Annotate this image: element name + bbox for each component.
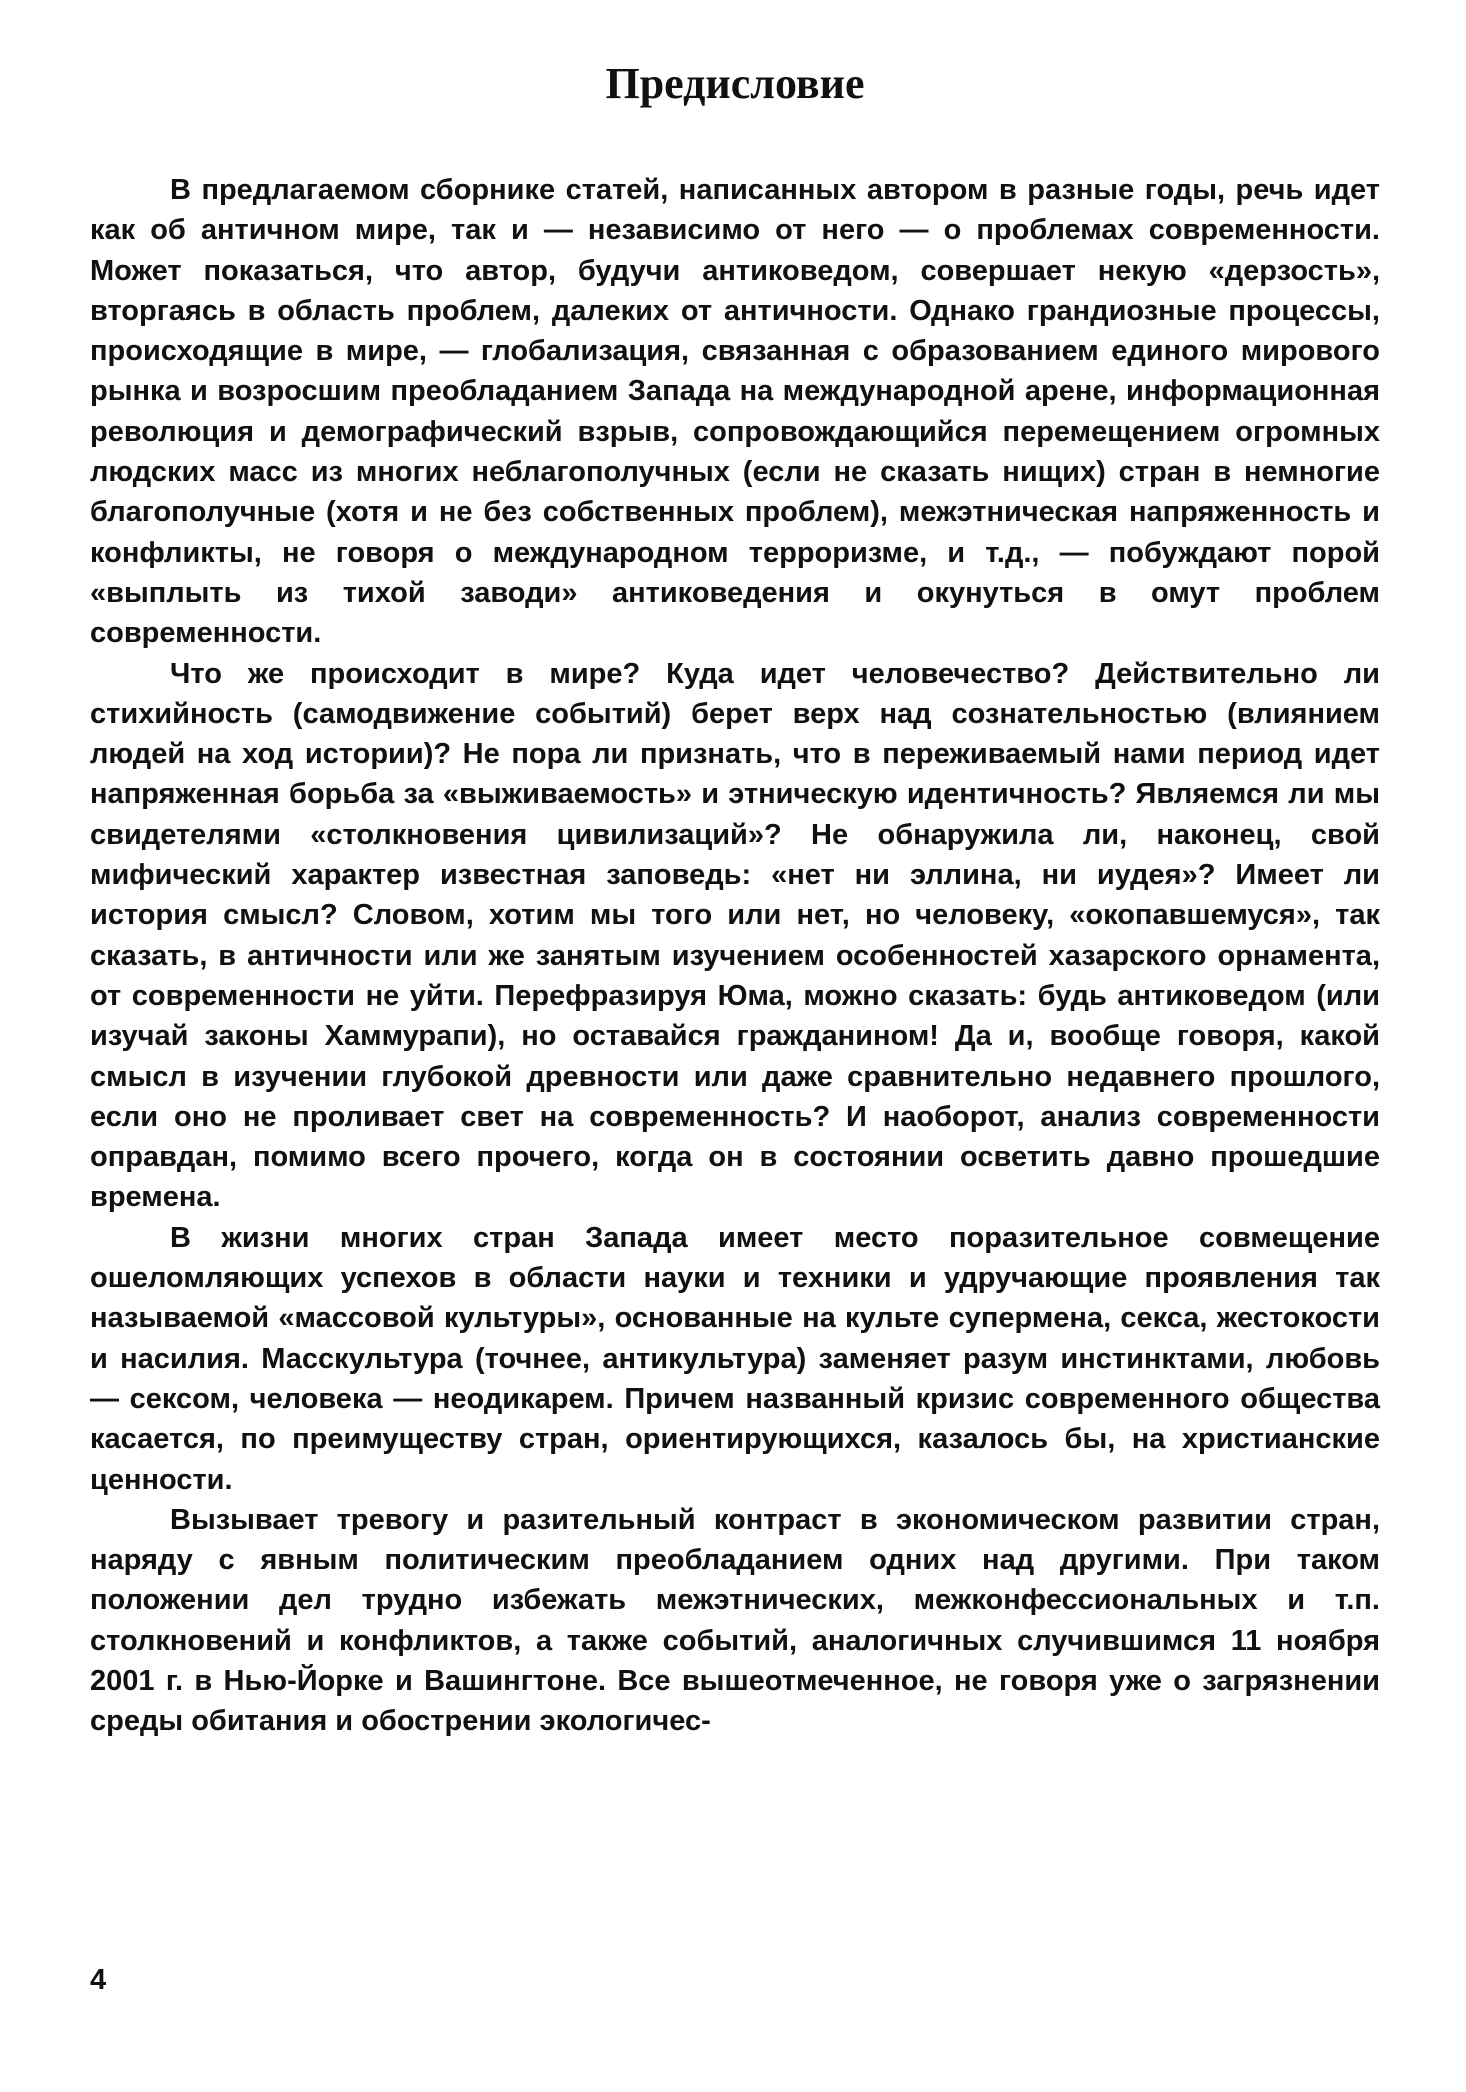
- body-text: [90, 170, 1380, 1742]
- paragraph-1: В предлагаемом сборнике статей, написанных автором в разные годы, речь идет как об античном мире, так и — независимо от него — о проблемах современности. Может показаться, что автор, будучи антиковедом, совершает некую «дерзость», вторгаясь в область проблем, далеких от античности. Однако грандиозные процессы, происходящие в мире, — глобализация, связанная с образованием единого мирового рынка и возросшим преобладанием Запада на международной арене, информационная революция и демографический взрыв, сопровождающийся перемещением огромных людских масс из многих неблагополучных (если не сказать нищих) стран в немногие благополучные (хотя и не без собственных проблем), межэтническая напряженность и конфликты, не говоря о международном терроризме, и т.д., — побуждают порой «выплыть из тихой заводи» антиковедения и окунуться в омут проблем современности.: [90, 174, 1380, 650]
- paragraph-2: Что же происходит в мире? Куда идет человечество? Действительно ли стихийность (самодвижение событий) берет верх над сознательностью (влиянием людей на ход истории)? Не пора ли признать, что в переживаемый нами период идет напряженная борьба за «выживаемость» и этническую идентичность? Являемся ли мы свидетелями «столкновения цивилизаций»? Не обнаружила ли, наконец, свой мифический характер известная заповедь: «нет ни эллина, ни иудея»? Имеет ли история смысл? Словом, хотим мы того или нет, но человеку, «окопавшемуся», так сказать, в античности или же занятым изучением особенностей хазарского орнамента, от современности не уйти. Перефразируя Юма, можно сказать: будь антиковедом (или изучай законы Хаммурапи), но оставайся гражданином! Да и, вообще говоря, какой смысл в изучении глубокой древности или даже сравнительно недавнего прошлого, если оно не проливает свет на современность? И наоборот, анализ современности оправдан, помимо всего прочего, когда он в состоянии осветить давно прошедшие времена.: [90, 657, 1380, 1214]
- document-page: [90, 0, 1380, 2092]
- page-title: Предисловие: [605, 59, 865, 108]
- paragraph-4: Вызывает тревогу и разительный контраст в экономическом развитии стран, наряду с явным политическим преобладанием одних над другими. При таком положении дел трудно избежать межэтнических, межконфессиональных и т.п. столкновений и конфликтов, а также событий, аналогичных случившимся 11 ноября 2001 г. в Нью-Йорке и Вашингтоне. Все вышеотмеченное, не говоря уже о загрязнении среды обитания и обострении экологичес-: [90, 1503, 1380, 1738]
- paragraph-3: В жизни многих стран Запада имеет место поразительное совмещение ошеломляющих успехов в области науки и техники и удручающие проявления так называемой «массовой культуры», основанные на культе супермена, секса, жестокости и насилия. Масскультура (точнее, антикультура) заменяет разум инстинктами, любовь — сексом, человека — неодикарем. Причем названный кризис современного общества касается, по преимуществу стран, ориентирующихся, казалось бы, на христианские ценности.: [90, 1221, 1380, 1496]
- page-number: 4: [90, 1964, 107, 1996]
